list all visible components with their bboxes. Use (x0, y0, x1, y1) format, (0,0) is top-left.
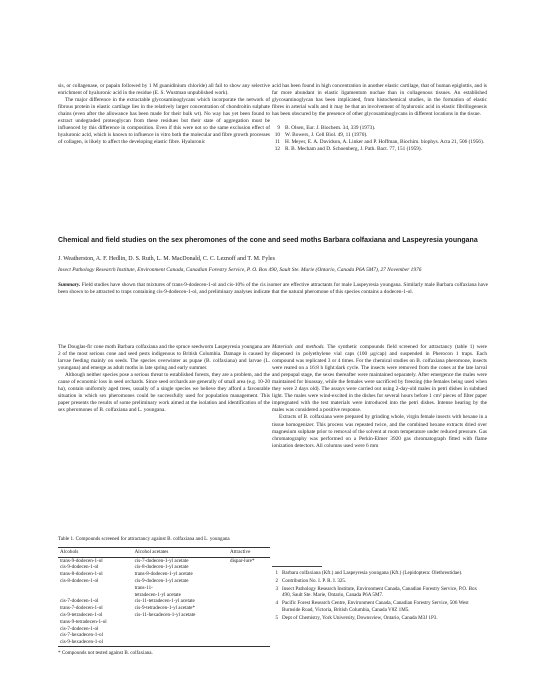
footnote-number: 4 (275, 600, 278, 607)
paragraph: Although neither species pose a serious threat to established forests, they are a problem, and the cause of economic loss in seed orchards. Since seed orchards are generally of small area (e.g. 10-20 ha), contain uniformly aged trees, usually of a single species we believe they afford a favourable situation in which sex pheromones could be successfully used for population management. This paper presents the results of some preliminary work aimed at the isolation and identification of the sex pheromones of B. colfaxiana and L. youngana. (58, 372, 270, 414)
summary-text: Field studies have shown that mixtures of trans-9-dodecen-1-ol and cis-10% of the cis isomer are effective attractants for male Laspeyresia youngana. Similarly male Barbara colfaxiana have been shown to be attracted to traps containing cis-9-dodecen-1-ol, and preliminary analyses indicate that the natural pheromone of this species contains a dodecen-1-ol. (58, 282, 489, 295)
table-cell: cis-7-dodecen-1-ol (60, 598, 99, 605)
footnote-number: 1 (275, 570, 278, 576)
table-cell: cis-8-dodecen-1-ol (60, 577, 99, 584)
table-cell: cis-9-hexadecen-1-ol (58, 639, 133, 646)
table-row (58, 619, 270, 626)
table-footnote: * Compounds not tested against B. colfaxiana. (58, 649, 153, 656)
article-authors: J. Weatherston, A. F. Hedlin, D. S. Ruth, L. M. MacDonald, C. C. Leznoff and T. M. Fyles (58, 256, 275, 262)
reference-number: 10 (274, 132, 280, 139)
table-cell (133, 619, 228, 626)
summary-label: Summary. (58, 282, 81, 288)
table-cell: cis-7-hexadecen-1-ol (60, 632, 103, 639)
reference-number: 9 (277, 125, 280, 132)
table-cell: cis-9-dodecen-1-ol (60, 564, 99, 571)
table-cell: tetradecen-1-yl acetate (134, 591, 181, 598)
paragraph: sis, or collagenase, or papain followed by 1 M guanidinium chloride) all fail to show any selective enrichment of hyaluronic acid in the residue (E. S. Wustman unpublished work). (58, 83, 270, 97)
table-cell: cis-9-dodecen-1-yl acetate (134, 577, 189, 584)
column-header: Alcohols (60, 548, 79, 555)
reference-item (272, 146, 487, 153)
table-cell (228, 612, 270, 619)
table-cell (228, 605, 270, 612)
table-cell (228, 598, 270, 605)
table-row (58, 626, 270, 633)
table-cell (228, 585, 270, 592)
table-cell: trans-8-dodecen-1-ol (60, 571, 103, 578)
table-cell: cis-9-tetradecen-1-yl acetate* (134, 605, 195, 612)
table-row (58, 571, 270, 578)
compounds-table (58, 547, 270, 647)
table-cell: cis-9-tetradecen-1-ol (60, 611, 103, 618)
table-cell: trans-11- (134, 584, 153, 591)
reference-number: 11 (274, 139, 280, 146)
table-cell: cis-7-dodecen-1-yl acetate (134, 557, 189, 564)
footnote-text: Pacific Forest Research Centre, Environment Canada, Canadian Forestry Service, 506 West Burnside Road, Victoria, British Columbia, Canada V8Z 1M5. (282, 600, 469, 613)
article-title: Chemical and field studies on the sex pheromones of the cone and seed moths Barbara colfaxiana and Laspeyresia youngana (58, 237, 478, 244)
paragraph (272, 344, 487, 414)
table-cell (228, 626, 270, 633)
footnote-item (272, 600, 487, 614)
table-header-row (58, 547, 270, 557)
table-cell (228, 578, 270, 585)
table-row (58, 598, 270, 605)
table-row (58, 592, 270, 599)
table-row (58, 578, 270, 585)
table-cell (58, 585, 133, 592)
footnote-item (272, 578, 487, 585)
footnotes (272, 566, 487, 623)
reference-text: R. B. Mecham and D. Schoenberg, J. Path. Bact. 77, 151 (1959). (285, 146, 423, 153)
article-affiliation: Insect Pathology Research Institute, Environment Canada, Canadian Forestry Service, P. O. Box 490, Sault Ste. Marie (Ontario, Canada P6A 5M7), 27 November 1976 (58, 267, 422, 273)
introduction-column (58, 344, 270, 414)
table-cell: cis-11-hexadecen-1-yl acetate (134, 611, 196, 618)
footnote-text: Insect Pathology Research Institute, Environment Canada, Canadian Forestry Service, P.O. Box 490, Sault Ste. Marie, Ontario, Canada P6A 5M7. (282, 585, 478, 599)
footnote-item (272, 586, 487, 600)
footnote-text: Dept of Chemistry, York University, Downsview, Ontario, Canada M3J 1P3. (282, 614, 438, 621)
footnote-number: 2 (275, 577, 278, 584)
table-row (58, 612, 270, 619)
article-summary (58, 282, 488, 296)
footnote-number: 5 (275, 614, 278, 621)
table-cell (133, 632, 228, 639)
table-cell (133, 626, 228, 633)
footnote-item (272, 570, 487, 577)
table-row (58, 564, 270, 571)
top-right-column (272, 83, 487, 153)
footnote-rule (272, 566, 322, 567)
table-cell (228, 639, 270, 646)
column-header: Alcohol acetates (134, 548, 169, 555)
table-row (58, 605, 270, 612)
paragraph: The Douglas-fir cone moth Barbara colfaxiana and the spruce seedworm Laspeyresia youngana are 2 of the most serious cone and seed pests indigenous to British Columbia. Damage is caused by larvae feeding mainly on seeds. The species overwinter as pupae (B. colfaxiana) and larvae (L. youngana) and emerge as adult moths in late spring and early summer. (58, 344, 270, 372)
table-cell: cis-8-dodecen-1-yl acetate (134, 564, 189, 571)
article-header (58, 236, 488, 296)
reference-text: B. Olsen, Eur. J. Biochem. 34, 339 (1973). (285, 125, 376, 132)
footnote-text: Barbara colfaxiana (Kft.) and Laspeyresia youngana (Kft.) (Lepidoptera: Olethreutidae). (282, 570, 463, 576)
table-row (58, 639, 270, 646)
table-cell: trans-9-dodecen-1-ol (60, 557, 103, 564)
footnote-item (272, 615, 487, 622)
footnote-number: 3 (275, 585, 278, 592)
methods-column (272, 344, 487, 450)
table-cell: trans-7-dodecen-1-ol (60, 605, 103, 612)
reference-text: W. Bowers, J. Cell Biol. 49, 11 (1970). (285, 132, 368, 139)
table-cell (228, 571, 270, 578)
table-caption: Table 1. Compounds screened for attractancy against B. colfaxiana and L. youngana (58, 536, 230, 542)
table-row (58, 632, 270, 639)
reference-text: H. Meyer, E. A. Davidson, A. Linker and P. Hoffman, Biochim. biophys. Acta 21, 506 (1956). (285, 139, 485, 146)
paragraph: The major difference in the extractable glycosaminoglycans which incorporate the network of fibrous protein in elastic cartilage lies in the relatively larger concentration of chondroitin sulphate chains (even after the allowance has been made for their bulk wt). No way has yet been found to extract undegraded proteoglycan from these residues but their state of aggregation must be influenced by this difference in composition. Even if this were not so the same exclusion effect of hyaluronic acid, which is known to influence in vitro both the molecular and fibre growth processes of collagen, is likely to affect the developing elastic fibre. Hyaluronic (58, 97, 270, 146)
table-row (58, 585, 270, 592)
footnote-text: Contribution No. I. P. R. I. 325. (282, 577, 347, 584)
table-cell (228, 564, 270, 571)
table-cell (228, 632, 270, 639)
top-left-column (58, 83, 270, 146)
paragraph-text: The synthetic compounds field screened for attractancy (table 1) were dispensed in polyethylene vial caps (100 μg/cap) and suspended in Pherocon 1 traps. Each compound was replicated 3 or 4 times. For the chemical studies on B. colfaxiana pheromone, insects were reared on a 16:8 h light:dark cycle. The insects were removed from the cones at the late larval and prepupal stage, the sexes thereafter were maintained separately. After emergence the males were maintained for bioassay, while the females were sacrificed by freezing (the females being used when they were 2 days old). The assays were carried out using 2-day-old males in petri dishes in subdued light. The males were wind-excited in the dishes for several hours before 1 cm² pieces of filter paper impregnated with the test materials were introduced into the petri dishes. Intense hearing by the males was considered a positive response. (272, 344, 488, 414)
methods-heading: Materials and methods. (272, 344, 325, 350)
compounds-table-block (58, 536, 270, 657)
reference-number: 12 (274, 146, 280, 153)
table-cell: cis-11-tetradecen-1-yl acetate (134, 598, 195, 605)
table-cell (228, 592, 270, 599)
table-cell: cis-7-dodecen-1-ol (60, 625, 99, 632)
column-header: Attractive (229, 548, 251, 555)
table-cell: trans-8-dodecen-1-yl acetate (134, 571, 193, 578)
table-cell: trans-9-tetradecen-1-ol (60, 618, 107, 625)
reference-list (272, 125, 487, 153)
table-row (58, 557, 270, 564)
table-cell (133, 639, 228, 646)
table-cell (228, 619, 270, 626)
paragraph: Extracts of B. colfaxiana were prepared by grinding whole, virgin female insects with hexane in a tissue homogenizer. This process was repeated twice, and the combined hexane extracts dried over magnesium sulphate prior to removal of the solvent at room temperature under reduced pressure. Gas chromatography was performed on a Perkin-Elmer 3920 gas chromatograph fitted with flame ionization detectors. All columns used were 6 mm (272, 414, 487, 449)
table-cell (58, 592, 133, 599)
table-cell: dispar-lure* (229, 557, 255, 564)
paragraph: acid has been found in high concentration in another elastic cartilage, that of human epiglottis, and is far more abundant in elastic ligamentum nuchae than in collagenous tissues. An established glycosaminoglycan has been implicated, from histochemical studies, in the formation of elastic fibres in arterial walls and it may be that an involvement of hyaluronic acid in elastic fibrillogenesis has been obscured by the presence of other glycosaminoglycans in different locations in the tissue. (272, 83, 487, 118)
